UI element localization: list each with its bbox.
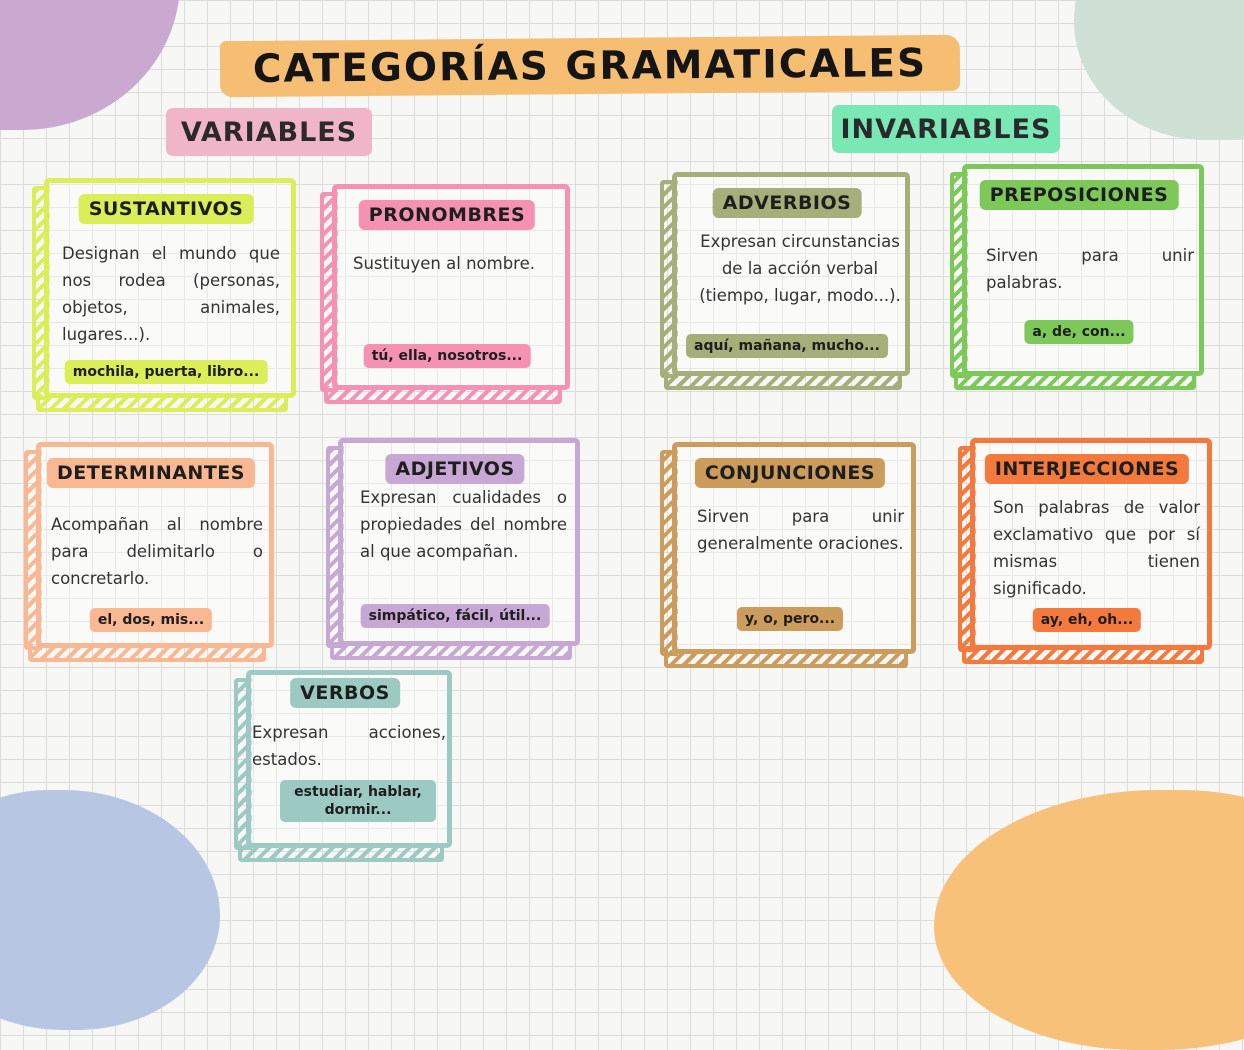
card-heading: CONJUNCIONES bbox=[695, 458, 885, 488]
card-examples: el, dos, mis... bbox=[90, 608, 212, 632]
card-description: Sustituyen al nombre. bbox=[353, 254, 535, 273]
decorative-blob-bottom-right bbox=[934, 790, 1244, 1050]
section-label-variables: VARIABLES bbox=[166, 108, 372, 156]
card-heading: DETERMINANTES bbox=[47, 458, 255, 488]
card-heading: PREPOSICIONES bbox=[980, 180, 1179, 210]
card-heading: INTERJECCIONES bbox=[985, 454, 1189, 484]
page-title: CATEGORÍAS GRAMATICALES bbox=[220, 35, 960, 97]
decorative-blob-bottom-left bbox=[0, 790, 220, 1030]
card-adverbios bbox=[660, 168, 914, 390]
section-label-invariables: INVARIABLES bbox=[832, 105, 1060, 153]
card-adjetivos bbox=[326, 434, 584, 660]
card-description: Acompañan al nombre para delimitarlo o concretarlo. bbox=[51, 515, 263, 588]
card-sustantivos bbox=[32, 174, 300, 412]
card-examples: tú, ella, nosotros... bbox=[364, 344, 531, 368]
card-examples: mochila, puerta, libro... bbox=[65, 360, 268, 384]
card-examples: estudiar, hablar, dormir... bbox=[280, 780, 436, 822]
card-examples: ay, eh, oh... bbox=[1033, 608, 1141, 632]
decorative-blob-top-right bbox=[1074, 0, 1244, 140]
card-heading: SUSTANTIVOS bbox=[79, 194, 254, 224]
card-examples: simpático, fácil, útil... bbox=[361, 604, 550, 628]
card-description: Sirven para unir generalmente oraciones. bbox=[697, 507, 904, 553]
card-description: Sirven para unir palabras. bbox=[986, 246, 1194, 292]
card-heading: VERBOS bbox=[290, 678, 400, 708]
card-description: Designan el mundo que nos rodea (personas, objetos, animales, lugares...). bbox=[62, 244, 280, 344]
card-examples: aquí, mañana, mucho... bbox=[686, 334, 888, 358]
card-verbos bbox=[234, 666, 456, 862]
card-pronombres bbox=[320, 180, 574, 404]
card-heading: ADJETIVOS bbox=[385, 454, 524, 484]
card-interjecciones bbox=[958, 434, 1216, 664]
card-examples: a, de, con... bbox=[1024, 320, 1133, 344]
card-conjunciones bbox=[660, 438, 920, 668]
card-heading: ADVERBIOS bbox=[713, 188, 862, 218]
decorative-blob-top-left bbox=[0, 0, 180, 130]
card-description: Expresan acciones, estados. bbox=[252, 723, 446, 769]
card-determinantes bbox=[24, 438, 278, 662]
card-description: Expresan cualidades o propiedades del nombre al que acompañan. bbox=[360, 488, 567, 561]
card-description: Son palabras de valor exclamativo que por sí mismas tienen significado. bbox=[993, 498, 1200, 598]
card-description: Expresan circunstancias de la acción verbal (tiempo, lugar, modo...). bbox=[699, 232, 901, 305]
card-heading: PRONOMBRES bbox=[359, 200, 535, 230]
card-examples: y, o, pero... bbox=[737, 607, 843, 631]
card-preposiciones bbox=[950, 160, 1208, 390]
